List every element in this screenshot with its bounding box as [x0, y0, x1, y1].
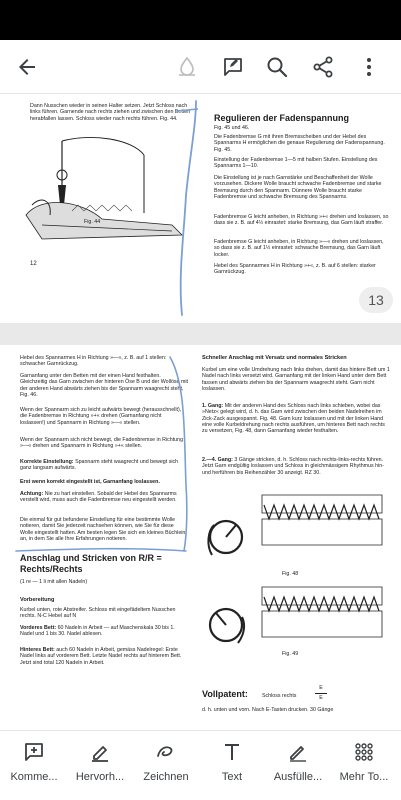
- tool-draw[interactable]: [133, 739, 199, 795]
- paragraph: Hebel des Spannarmes H in Richtung »—«, z. B. auf 1 stellen: schwacher Garnrückzug.: [20, 355, 167, 368]
- document-viewer[interactable]: [0, 95, 401, 730]
- text-t-icon: [220, 739, 244, 765]
- bold-lead: 1. Gang:: [202, 403, 224, 409]
- subheading: Vorbereitung: [20, 597, 55, 603]
- tool-more[interactable]: [331, 739, 397, 795]
- comment-edit-icon[interactable]: [214, 48, 252, 86]
- tool-label: Komme...: [10, 771, 58, 783]
- pdf-page-14-15: [0, 345, 401, 730]
- paragraph: Fadenbremse G leicht anheben, in Richtung »+« drehen und loslassen, so dass sie z. B. auf 4½ einrastet: starke Bremsung, das Garn läuft straffer.: [214, 214, 389, 227]
- paragraph-text: 60 Nadeln in Arbeit — auf Maschenskala 30 bis 1. Nadel und 1 bis 30. Nadel ablesen.: [20, 625, 175, 638]
- tool-label: Text: [221, 771, 243, 783]
- fill-sign-icon: [286, 739, 310, 765]
- subheading: Schneller Anschlag mit Versatz und normales Stricken: [202, 355, 347, 361]
- paragraph: Hebel des Spannarmes H in Richtung »+«, z. B. auf 6 stellen: starker Garnrückzug.: [214, 263, 376, 276]
- paragraph: Dann Nusschen wieder in seinen Halter setzen. Jetzt Schloss nach links führen. Garnende nach rechts ziehen und zwischen den Betten herabfallen lassen. Schloss wieder nach rechts führen. Fig. 44.: [30, 103, 191, 122]
- ink-drop-icon[interactable]: [168, 48, 206, 86]
- figure-label: Fig. 48: [282, 571, 299, 577]
- paragraph: Garnanfang unter den Betten mit der einen Hand festhalten. Gleichzeitig das Garn zwischen der hinteren Öse B und der Wollöse mit der anderen Hand abwärts ziehen bis der Spannarm waagrecht steht, Fig. 46.: [20, 373, 189, 398]
- figure-label: Fig. 44: [84, 219, 101, 225]
- section-subtitle: Fig. 45 und 46.: [214, 125, 250, 131]
- fraction-bottom: E: [319, 695, 323, 701]
- subheading: Vollpatent:: [202, 689, 248, 699]
- paragraph: Die Fadenbremse G mit ihren Bremsscheiben und der Hebel des Spannarms H ermöglichen die genaue Regulierung der Fadenspannung. Fig. 45.: [214, 134, 385, 153]
- bold-lead: Hinteres Bett:: [20, 647, 55, 653]
- paragraph: Die Einstellung ist je nach Garnstärke und Beschaffenheit der Wolle vorzusehen. Dickere Wolle braucht schwache Fadenbremse und starke Bremsung durch den Spannarm. Dünnere Wolle braucht starke Fadenbremse und schwache Bremsung des Spannarms.: [214, 175, 382, 200]
- bold-lead: Korrekte Einstellung:: [20, 459, 74, 465]
- tool-comment[interactable]: [1, 739, 67, 795]
- more-vert-icon[interactable]: [350, 48, 388, 86]
- paragraph: Erst wenn korrekt eingestellt ist, Garnanfang loslassen.: [20, 479, 160, 485]
- tool-text[interactable]: [199, 739, 265, 795]
- tool-label: Hervorh...: [75, 771, 125, 783]
- paragraph-text: 3 Gänge stricken, d. h. Schloss nach rechts-links-rechts führen. Jetzt Garn endgültig loslassen und Schloss in gleichmässigem Rhythmus hin- und herführen bis Reihenzähler 30 anzeigt. RZ 30.: [202, 457, 384, 476]
- section-title: Regulieren der Fadenspannung: [214, 113, 350, 123]
- bold-lead: Achtung:: [20, 491, 44, 497]
- top-toolbar: [0, 40, 401, 94]
- search-icon[interactable]: [258, 48, 296, 86]
- paragraph: Wenn der Spannarm sich nicht bewegt, die Fadenbremse in Richtung »—« drehen und Spannarm in Richtung »+« stellen.: [20, 437, 184, 450]
- paragraph: Die einmal für gut befundene Einstellung für eine bestimmte Wolle notieren, damit Sie jederzeit nachsehen können, wie Sie für diese Wolle eingestellt hatten. Am besten legen Sie sich ein kleines Büchlein an, in dem Sie alle Ihre Erfahrungen notieren.: [20, 517, 186, 542]
- bold-lead: 2.—4. Gang:: [202, 457, 233, 463]
- fraction-top: E: [319, 685, 323, 691]
- paragraph-text: Nie zu hart einstellen. Sobald der Hebel des Spannarms verstellt wird, muss auch die Fadenbremse neu eingestellt werden.: [20, 491, 177, 504]
- tool-fill-sign[interactable]: [265, 739, 331, 795]
- page-number-left: 12: [30, 261, 37, 267]
- tool-label: Mehr To...: [339, 771, 389, 783]
- draw-curve-icon: [154, 739, 178, 765]
- tool-highlight[interactable]: [67, 739, 133, 795]
- highlighter-pen-icon: [88, 739, 112, 765]
- pdf-page-12-13: [0, 95, 401, 323]
- paragraph: Schloss rechts: [262, 693, 297, 699]
- paragraph: Fadenbremse G leicht anheben, in Richtung »—« drehen und loslassen, so dass sie z. B. auf 1½ einrastet: schwache Bremsung, das Garn läuft locker.: [214, 239, 384, 258]
- paragraph: Kurbel unten, rote Abstreifer. Schloss mit eingefädeltem Nusschen rechts. N-C Hebel auf N: [20, 607, 176, 620]
- status-bar: [0, 0, 401, 40]
- paragraph-text: auch 60 Nadeln in Arbeit, gemäss Nadelregel: Erste Nadel links auf vorderem Bett. Letzte Nadel rechts auf hinterem Bett. Jetzt sind total 120 Nadeln in Arbeit.: [20, 647, 182, 666]
- paragraph-text: Spannarm steht waagrecht und bewegt sich ganz langsam aufwärts.: [20, 459, 179, 472]
- paragraph: Kurbel um eine volle Umdrehung nach links drehen, damit das hintere Bett um 1 Nadel nach links versetzt wird. Garnanfang mit der linken Hand unter dem Bett fassen und abwärts ziehen bis der Spannarm waagrecht steht. Garn nicht loslassen.: [202, 367, 390, 392]
- paragraph: d. h. unten und vorn. Nach E-Tasten drucken. 30 Gänge: [202, 707, 334, 713]
- page-indicator-badge: 13: [359, 287, 393, 313]
- bold-lead: Vorderes Bett:: [20, 625, 57, 631]
- paragraph: Einstellung der Fadenbremse 1—5 mit halben Stufen. Einstellung des Spannarms 1—10.: [214, 157, 378, 170]
- ink-annotation: [0, 345, 401, 730]
- figure-label: Fig. 49: [282, 651, 299, 657]
- bottom-tools-bar: [0, 730, 401, 800]
- back-arrow-icon[interactable]: [8, 48, 46, 86]
- paragraph-text: Mit der anderen Hand des Schloss nach links schieben, wobei das »Netz« gelegt wird, d. h. das Garn wird zwischen den beiden Nadelreihen im Zick-Zack ausgespannt. Fig. 48. Garn kurz loslassen und mit der linken Hand eine volle Kurbeldrehung nach rechts ausführen, um hinteres Bett nach rechts zu versetzen, Fig. 48, dann Garnanfang wieder festhalten.: [202, 403, 385, 434]
- paragraph: Wenn der Spannarm sich zu leicht aufwärts bewegt (herausschnellt), die Fadenbremse in Richtung »+« drehen (Garnanfang nicht loslassen!) und Spannarm in Richtung »—« stellen.: [20, 407, 182, 426]
- tool-label: Zeichnen: [143, 771, 189, 783]
- more-tools-grid-icon: [352, 739, 376, 765]
- comment-add-icon: [22, 739, 46, 765]
- share-icon[interactable]: [304, 48, 342, 86]
- ink-annotation: [0, 95, 401, 323]
- section-title: Anschlag und Stricken von R/R = Rechts/Rechts: [20, 553, 162, 574]
- tool-label: Ausfülle...: [273, 771, 323, 783]
- section-subtitle: (1 re — 1 li mit allen Nadeln): [20, 579, 88, 585]
